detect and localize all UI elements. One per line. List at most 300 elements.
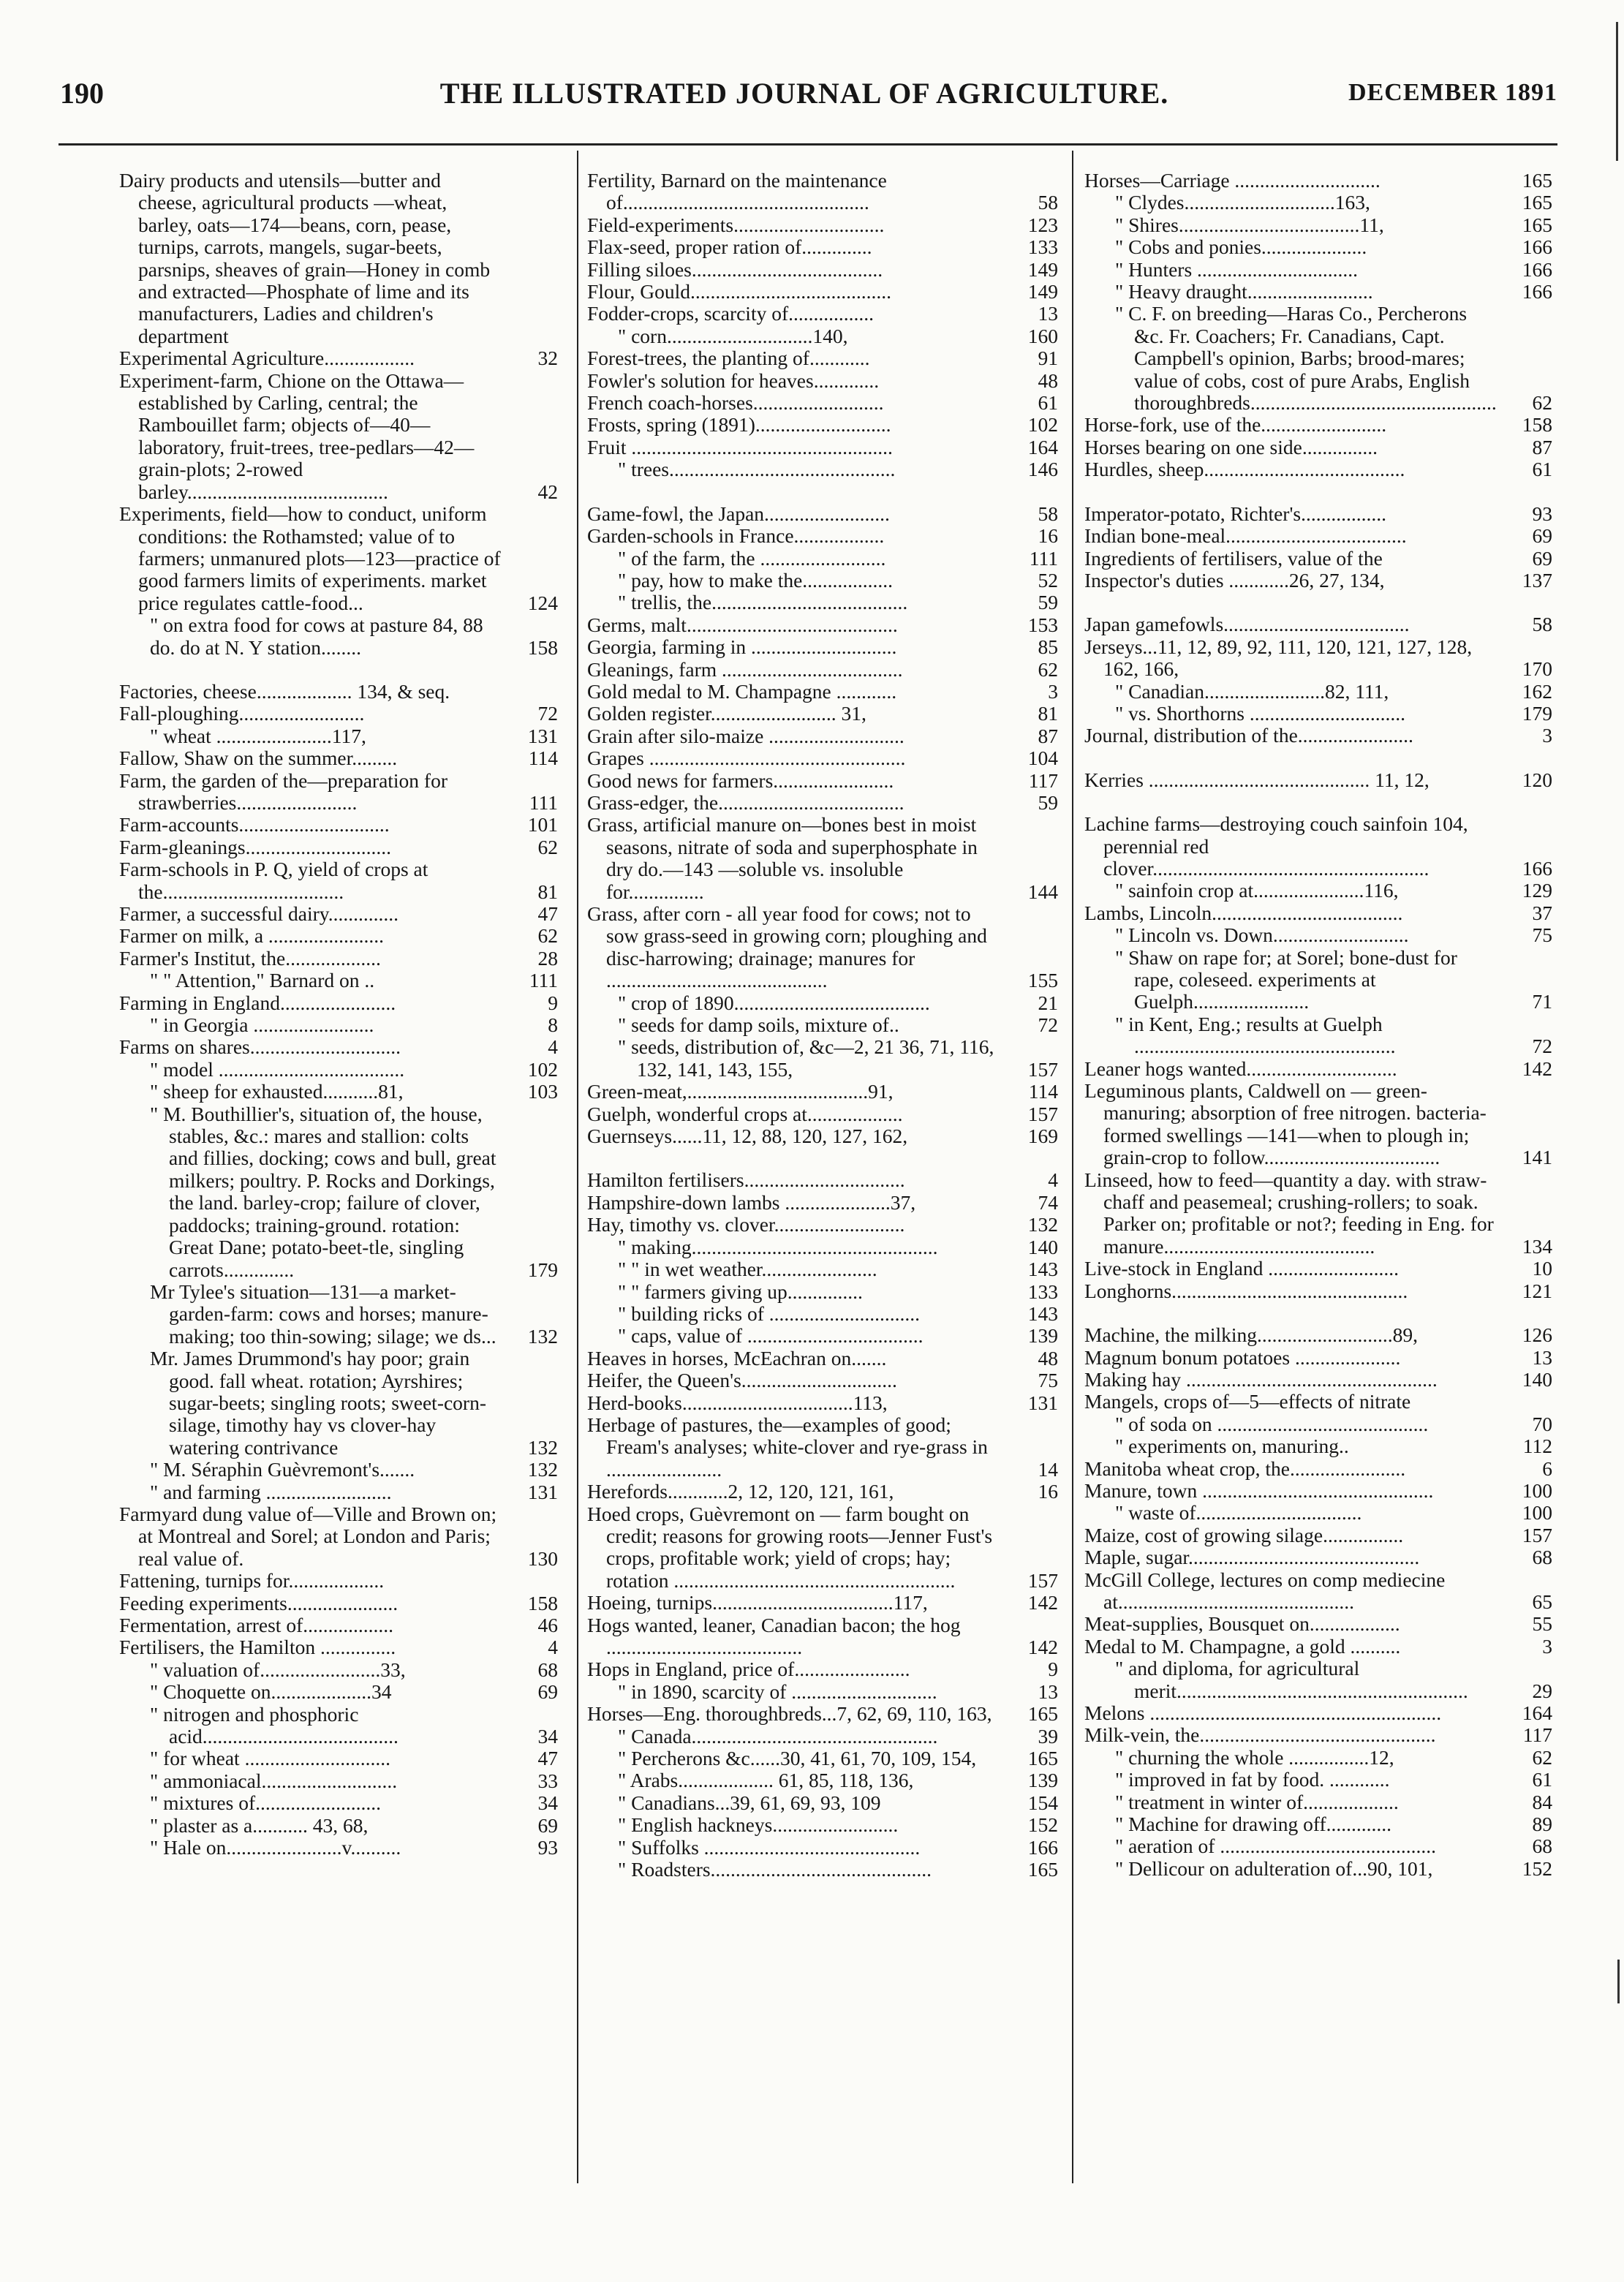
index-entry xyxy=(119,747,558,769)
index-subentry xyxy=(587,1325,1058,1347)
entry-page-ref: 111 xyxy=(529,969,558,992)
entry-page-ref: 4 xyxy=(1048,1168,1058,1192)
index-entry xyxy=(1084,1480,1552,1502)
index-entry xyxy=(587,814,1058,903)
entry-page-ref: 104 xyxy=(1027,747,1058,770)
entry-text: " and diploma, for agricultural merit.......................................................... xyxy=(1115,1657,1468,1702)
index-entry xyxy=(119,1503,558,1570)
index-subentry xyxy=(1084,1791,1552,1813)
index-subentry xyxy=(587,992,1058,1014)
index-entry xyxy=(587,392,1058,414)
index-subentry xyxy=(119,1281,558,1348)
entry-page-ref: 111 xyxy=(529,790,558,814)
entry-page-ref: 123 xyxy=(1027,213,1058,236)
entry-page-ref: 62 xyxy=(537,924,558,948)
index-entry xyxy=(1084,613,1552,635)
entry-text: Farming in England....................... xyxy=(119,991,396,1014)
entry-text: Herd-books..................................113, xyxy=(587,1391,888,1414)
index-entry xyxy=(119,992,558,1014)
entry-page-ref: 132 xyxy=(527,1458,558,1481)
entry-page-ref: 158 xyxy=(1522,413,1552,437)
index-entry xyxy=(1084,813,1552,880)
index-entry xyxy=(587,659,1058,681)
index-subentry xyxy=(1084,681,1552,703)
entry-page-ref: 133 xyxy=(1027,1280,1058,1303)
entry-page-ref: 130 xyxy=(527,1546,558,1570)
entry-page-ref: 143 xyxy=(1027,1258,1058,1281)
index-entry xyxy=(587,414,1058,436)
index-subentry xyxy=(1084,281,1552,303)
index-subentry xyxy=(1084,1835,1552,1857)
entry-text: Farmer on milk, a ....................... xyxy=(119,924,385,948)
entry-page-ref: 158 xyxy=(527,635,558,659)
entry-page-ref: 132 xyxy=(527,1435,558,1459)
entry-page-ref: 157 xyxy=(1027,1057,1058,1081)
entry-text: Linseed, how to feed—quantity a day. with straw-chaff and peasemeal; crushing-rollers; to soak. Parker on; profitable or not?; feeding in Eng. for manure.......................................... xyxy=(1084,1168,1494,1258)
index-entry xyxy=(587,1481,1058,1503)
entry-page-ref: 166 xyxy=(1027,1835,1058,1859)
entry-page-ref: 47 xyxy=(537,902,558,925)
index-subentry xyxy=(119,1459,558,1481)
entry-page-ref: 74 xyxy=(1038,1190,1058,1214)
index-entry xyxy=(1084,1724,1552,1746)
entry-text: Guernseys......11, 12, 88, 120, 127, 162, xyxy=(587,1125,908,1148)
index-subentry xyxy=(587,548,1058,570)
index-column-2 xyxy=(587,170,1058,1881)
entry-text: Live-stock in England .......................... xyxy=(1084,1257,1400,1280)
index-entry xyxy=(587,1103,1058,1125)
entry-page-ref: 29 xyxy=(1532,1679,1552,1702)
entry-text: Dairy products and utensils—butter and cheese, agricultural products —wheat, barley, oats—174—beans, corn, pease, turnips, carrots, mangels, sugar-beets, parsnips, sheaves of grain—Honey in comb and extracted—Phosphate of lime and its manufacturers, Ladies and children's department xyxy=(119,169,491,347)
entry-text: Kerries ............................................ 11, 12, xyxy=(1084,768,1430,791)
index-subentry xyxy=(119,637,558,659)
index-entry xyxy=(587,1392,1058,1414)
header-rule xyxy=(58,143,1557,146)
entry-text: " of the farm, the ......................... xyxy=(618,546,886,570)
entry-page-ref: 120 xyxy=(1522,768,1552,791)
entry-text: Heaves in horses, McEachran on....... xyxy=(587,1346,887,1369)
entry-text: Gleanings, farm .................................... xyxy=(587,657,903,681)
entry-page-ref: 21 xyxy=(1038,991,1058,1014)
entry-text: " corn.............................140, xyxy=(618,324,848,347)
entry-page-ref: 170 xyxy=(1522,657,1552,681)
index-entry xyxy=(587,903,1058,992)
index-entry xyxy=(587,1369,1058,1391)
index-entry xyxy=(587,370,1058,392)
entry-text: Grass, artificial manure on—bones best in moist seasons, nitrate of soda and superphosphate in dry do.—143 —soluble vs. insoluble for............... xyxy=(587,813,978,903)
entry-page-ref: 58 xyxy=(1532,613,1552,636)
index-subentry xyxy=(587,1014,1058,1036)
issue-date: DECEMBER 1891 xyxy=(1348,79,1557,106)
entry-text: " " in wet weather....................... xyxy=(618,1258,877,1281)
entry-text: Fermentation, arrest of.................. xyxy=(119,1614,393,1636)
entry-text: " Cobs and ponies..................... xyxy=(1115,235,1367,259)
entry-text: Hogs wanted, leaner, Canadian bacon; the hog ....................................... xyxy=(587,1613,961,1658)
entry-page-ref: 61 xyxy=(1532,458,1552,481)
entry-text: Good news for farmers........................ xyxy=(587,768,894,792)
scan-mark xyxy=(1616,22,1618,161)
index-entry xyxy=(1084,1280,1552,1302)
entry-page-ref: 103 xyxy=(527,1080,558,1103)
column-rule-2 xyxy=(1072,151,1073,2183)
entry-text: " ammoniacal........................... xyxy=(150,1769,398,1792)
entry-page-ref: 72 xyxy=(537,702,558,725)
entry-text: " English hackneys......................... xyxy=(618,1813,899,1837)
index-entry xyxy=(1084,503,1552,525)
entry-page-ref: 166 xyxy=(1522,235,1552,259)
entry-page-ref: 68 xyxy=(1532,1546,1552,1569)
entry-text: " sainfoin crop at......................116, xyxy=(1115,879,1399,902)
entry-text: Feeding experiments...................... xyxy=(119,1591,399,1614)
index-subentry xyxy=(1084,214,1552,236)
entry-text: Grass-edger, the..................................... xyxy=(587,790,904,814)
index-entry xyxy=(587,1348,1058,1369)
entry-page-ref: 165 xyxy=(1522,169,1552,192)
entry-text: Journal, distribution of the....................... xyxy=(1084,724,1413,747)
index-entry xyxy=(119,370,558,503)
entry-page-ref: 131 xyxy=(1027,1391,1058,1414)
entry-text: " in Kent, Eng.; results at Guelph .................................................... xyxy=(1115,1012,1396,1058)
index-subentry xyxy=(1084,303,1552,414)
index-entry xyxy=(587,792,1058,814)
entry-page-ref: 149 xyxy=(1027,257,1058,281)
index-entry xyxy=(1084,1391,1552,1413)
entry-page-ref: 141 xyxy=(1522,1146,1552,1169)
index-subentry xyxy=(119,1659,558,1681)
entry-text: Hamilton fertilisers................................ xyxy=(587,1168,905,1192)
entry-page-ref: 4 xyxy=(548,1035,558,1059)
entry-page-ref: 32 xyxy=(537,347,558,370)
section-gap xyxy=(119,659,558,681)
index-entry xyxy=(587,1081,1058,1103)
entry-page-ref: 142 xyxy=(1027,1591,1058,1614)
entry-page-ref: 71 xyxy=(1532,990,1552,1013)
entry-text: Manitoba wheat crop, the....................... xyxy=(1084,1457,1406,1480)
entry-text: Fertilisers, the Hamilton ............... xyxy=(119,1636,396,1659)
entry-text: " pay, how to make the.................. xyxy=(618,568,894,592)
entry-text: Mr. James Drummond's hay poor; grain good. fall wheat. rotation; Ayrshires; sugar-beets; singling roots; sweet-corn-silage, timothy hay vs clover-hay watering contrivance xyxy=(150,1347,486,1459)
entry-text: Filling siloes...................................... xyxy=(587,257,883,281)
entry-text: do. do at N. Y station........ xyxy=(150,635,361,659)
index-entry xyxy=(119,703,558,725)
entry-text: Lachine farms—destroying couch sainfoin 104, perennial red clover....................................................... xyxy=(1084,812,1468,880)
entry-page-ref: 117 xyxy=(1522,1723,1552,1747)
entry-page-ref: 102 xyxy=(527,1057,558,1081)
entry-page-ref: 48 xyxy=(1038,1346,1058,1369)
entry-text: Experiment-farm, Chione on the Ottawa—established by Carling, central; the Rambouillet farm; objects of—40—laboratory, fruit-trees, tree-pedlars—42— grain-plots; 2-rowed barley........................................ xyxy=(119,369,475,503)
index-entry xyxy=(587,437,1058,458)
index-subentry xyxy=(587,458,1058,480)
entry-text: " trees............................................. xyxy=(618,458,896,481)
entry-page-ref: 68 xyxy=(1532,1835,1552,1858)
index-entry xyxy=(119,1570,558,1592)
entry-text: " seeds for damp soils, mixture of.. xyxy=(618,1013,899,1037)
entry-text: Fertility, Barnard on the maintenance of................................................. xyxy=(587,169,887,214)
entry-page-ref: 126 xyxy=(1522,1323,1552,1347)
index-subentry xyxy=(119,1059,558,1081)
entry-text: Jerseys...11, 12, 89, 92, 111, 120, 121, 127, 128, 162, 166, xyxy=(1084,635,1473,681)
index-subentry xyxy=(119,1481,558,1503)
entry-text: " making................................................. xyxy=(618,1235,938,1258)
index-entry xyxy=(119,1593,558,1614)
entry-text: Fruit .................................................... xyxy=(587,435,893,458)
page-number: 190 xyxy=(60,77,104,110)
entry-page-ref: 87 xyxy=(1038,724,1058,747)
entry-page-ref: 62 xyxy=(1038,657,1058,681)
entry-page-ref: 152 xyxy=(1027,1813,1058,1837)
index-entry xyxy=(119,770,558,815)
index-subentry xyxy=(587,1748,1058,1769)
entry-page-ref: 62 xyxy=(1532,391,1552,415)
index-entry xyxy=(1084,636,1552,681)
entry-text: " vs. Shorthorns ............................... xyxy=(1115,701,1406,725)
entry-text: Grapes ................................................... xyxy=(587,747,906,770)
index-entry xyxy=(587,170,1058,214)
entry-text: Medal to M. Champagne, a gold .......... xyxy=(1084,1634,1401,1658)
index-entry xyxy=(1084,414,1552,436)
entry-text: " in 1890, scarcity of ............................. xyxy=(618,1680,937,1703)
entry-page-ref: 58 xyxy=(1038,191,1058,214)
index-entry xyxy=(587,614,1058,636)
entry-page-ref: 143 xyxy=(1027,1301,1058,1325)
index-entry xyxy=(119,814,558,836)
entry-page-ref: 111 xyxy=(1029,546,1058,570)
entry-text: Mr Tylee's situation—131—a market-garden-farm: cows and horses; manure-making; too thin-sowing; silage; we ds... xyxy=(150,1280,496,1348)
entry-page-ref: 69 xyxy=(537,1813,558,1837)
entry-text: Farmer, a successful dairy.............. xyxy=(119,902,399,925)
index-entry xyxy=(119,681,558,703)
entry-page-ref: 16 xyxy=(1038,1480,1058,1503)
index-entry xyxy=(587,725,1058,747)
entry-page-ref: 114 xyxy=(528,747,558,770)
index-subentry xyxy=(119,970,558,991)
entry-text: " for wheat ............................. xyxy=(150,1747,390,1770)
entry-text: Manure, town .............................................. xyxy=(1084,1478,1434,1502)
index-entry xyxy=(587,281,1058,303)
entry-page-ref: 3 xyxy=(1542,724,1552,747)
index-subentry xyxy=(587,1303,1058,1325)
entry-text: Frosts, spring (1891)........................... xyxy=(587,413,891,437)
entry-text: Hoeing, turnips....................................117, xyxy=(587,1591,928,1614)
entry-text: " trellis, the....................................... xyxy=(618,591,908,614)
index-entry xyxy=(587,1703,1058,1725)
index-entry xyxy=(587,1614,1058,1659)
entry-text: Grain after silo-maize ........................... xyxy=(587,724,904,747)
entry-page-ref: 142 xyxy=(1027,1636,1058,1658)
entry-text: Gold medal to M. Champagne ............ xyxy=(587,679,897,703)
section-gap xyxy=(1084,747,1552,769)
entry-page-ref: 62 xyxy=(537,835,558,858)
entry-page-ref: 166 xyxy=(1522,280,1552,303)
entry-text: Machine, the milking...........................89, xyxy=(1084,1323,1418,1347)
index-entry xyxy=(1084,1546,1552,1568)
section-gap xyxy=(1084,1302,1552,1324)
index-entry xyxy=(587,214,1058,236)
entry-text: Hay, timothy vs. clover.......................... xyxy=(587,1213,905,1236)
entry-text: " " Attention," Barnard on .. xyxy=(150,969,375,992)
entry-page-ref: 69 xyxy=(1532,546,1552,570)
section-gap xyxy=(1084,592,1552,613)
entry-text: McGill College, lectures on comp mediecine at............................................... xyxy=(1084,1568,1446,1613)
entry-text: Magnum bonum potatoes ..................... xyxy=(1084,1345,1401,1369)
entry-page-ref: 149 xyxy=(1027,280,1058,303)
entry-text: " seeds, distribution of, &c—2, 21 36, 71, 116, 132, 141, 143, 155, xyxy=(618,1035,994,1081)
entry-text: Fallow, Shaw on the summer......... xyxy=(119,747,398,770)
entry-page-ref: 93 xyxy=(537,1836,558,1859)
index-entry xyxy=(1084,1258,1552,1280)
index-subentry xyxy=(1084,703,1552,725)
entry-page-ref: 146 xyxy=(1027,458,1058,481)
entry-text: Maize, cost of growing silage................ xyxy=(1084,1523,1404,1546)
index-subentry xyxy=(1084,1658,1552,1702)
index-entry xyxy=(1084,1458,1552,1480)
entry-text: " and farming ......................... xyxy=(150,1480,392,1503)
entry-page-ref: 124 xyxy=(527,591,558,614)
index-subentry xyxy=(119,1081,558,1103)
entry-page-ref: 14 xyxy=(1038,1457,1058,1481)
entry-page-ref: 133 xyxy=(1027,235,1058,259)
entry-page-ref: 61 xyxy=(1532,1768,1552,1791)
entry-text: Making hay .................................................. xyxy=(1084,1367,1438,1391)
index-entry xyxy=(1084,525,1552,547)
entry-page-ref: 139 xyxy=(1027,1769,1058,1792)
entry-page-ref: 179 xyxy=(1522,701,1552,725)
entry-page-ref: 47 xyxy=(537,1747,558,1770)
entry-text: " Heavy draught......................... xyxy=(1115,280,1373,303)
entry-text: Horses—Eng. thoroughbreds...7, 62, 69, 110, 163, xyxy=(587,1702,992,1726)
entry-text: " Hunters ................................ xyxy=(1115,257,1359,281)
entry-text: " mixtures of......................... xyxy=(150,1791,381,1815)
index-entry xyxy=(1084,1525,1552,1546)
index-entry xyxy=(1084,437,1552,458)
entry-page-ref: 102 xyxy=(1027,413,1058,437)
entry-page-ref: 139 xyxy=(1027,1324,1058,1348)
entry-page-ref: 34 xyxy=(537,1791,558,1815)
index-entry xyxy=(1084,902,1552,924)
entry-text: Inspector's duties ............26, 27, 134, xyxy=(1084,568,1385,592)
entry-text: " wheat .......................117, xyxy=(150,724,366,747)
entry-page-ref: 75 xyxy=(1038,1369,1058,1392)
entry-text: Hoed crops, Guèvremont on — farm bought on credit; reasons for growing roots—Jenner Fust's crops, profitable work; yield of crops; hay; rotation ........................................................ xyxy=(587,1502,993,1592)
index-entry xyxy=(1084,1058,1552,1080)
entry-page-ref: 42 xyxy=(537,480,558,503)
index-subentry xyxy=(119,1704,558,1748)
entry-page-ref: 59 xyxy=(1038,591,1058,614)
page-header xyxy=(51,70,1557,114)
entry-text: " M. Bouthillier's, situation of, the house, stables, &c.: mares and stallion: colts and fillies, docking; cows and bull, great milkers; poultry. P. Rocks and Dorkings, the land. barley-crop; failure of clover, paddocks; training-ground. rotation: Great Dane; potato-beet-tle, singling carrots.............. xyxy=(150,1102,496,1281)
entry-page-ref: 155 xyxy=(1027,969,1058,992)
index-subentry xyxy=(119,1792,558,1814)
index-subentry xyxy=(1084,1413,1552,1435)
entry-text: Green-meat,....................................91, xyxy=(587,1080,894,1103)
index-entry xyxy=(1084,458,1552,480)
entry-text: " Canadians...39, 61, 69, 93, 109 xyxy=(618,1791,881,1814)
entry-page-ref: 160 xyxy=(1027,324,1058,347)
index-entry xyxy=(587,525,1058,547)
entry-page-ref: 132 xyxy=(1027,1213,1058,1236)
entry-page-ref: 166 xyxy=(1522,856,1552,880)
section-gap xyxy=(587,481,1058,503)
entry-page-ref: 114 xyxy=(1028,1080,1058,1103)
index-subentry xyxy=(119,1014,558,1036)
entry-text: Mangels, crops of—5—effects of nitrate xyxy=(1084,1390,1411,1413)
index-entry xyxy=(587,1414,1058,1481)
index-entry xyxy=(1084,1569,1552,1614)
scan-mark xyxy=(1617,1960,1620,2003)
index-entry xyxy=(119,170,558,347)
index-entry xyxy=(1084,769,1552,791)
entry-text: Field-experiments.............................. xyxy=(587,213,885,236)
index-subentry xyxy=(587,1236,1058,1258)
entry-text: Forest-trees, the planting of............ xyxy=(587,347,870,370)
index-entry xyxy=(1084,1347,1552,1369)
entry-page-ref: 3 xyxy=(1048,679,1058,703)
entry-page-ref: 87 xyxy=(1532,435,1552,458)
entry-text: Farm, the garden of the—preparation for strawberries........................ xyxy=(119,768,447,814)
entry-text: Ingredients of fertilisers, value of the xyxy=(1084,546,1383,570)
entry-text: Herefords............2, 12, 120, 121, 161, xyxy=(587,1480,894,1503)
index-subentry xyxy=(587,1681,1058,1703)
entry-text: " Shaw on rape for; at Sorel; bone-dust for rape, coleseed. experiments at Guelph....................... xyxy=(1115,945,1457,1013)
entry-page-ref: 55 xyxy=(1532,1612,1552,1636)
entry-text: " Percherons &c......30, 41, 61, 70, 109, 154, xyxy=(618,1747,977,1770)
entry-text: Fattening, turnips for................... xyxy=(119,1569,385,1593)
index-entry xyxy=(587,347,1058,369)
index-entry xyxy=(587,1592,1058,1614)
index-entry xyxy=(119,925,558,947)
entry-text: Meat-supplies, Bousquet on.................. xyxy=(1084,1612,1400,1636)
entry-page-ref: 8 xyxy=(548,1013,558,1037)
entry-page-ref: 59 xyxy=(1038,790,1058,814)
index-subentry xyxy=(587,325,1058,347)
entry-page-ref: 131 xyxy=(527,724,558,747)
index-entry xyxy=(1084,548,1552,570)
entry-page-ref: 165 xyxy=(1522,191,1552,214)
entry-page-ref: 166 xyxy=(1522,257,1552,281)
index-entry xyxy=(119,503,558,614)
index-column-1 xyxy=(119,170,558,1859)
index-subentry xyxy=(1084,924,1552,946)
entry-page-ref: 85 xyxy=(1038,635,1058,659)
entry-text: " Roadsters............................................ xyxy=(618,1858,932,1881)
index-entry xyxy=(587,1169,1058,1191)
index-subentry xyxy=(1084,1502,1552,1524)
entry-text: Germs, malt.......................................... xyxy=(587,613,898,636)
entry-text: " C. F. on breeding—Haras Co., Percherons &c. Fr. Coachers; Fr. Canadians, Capt. Campbell's opinion, Barbs; brood-mares; value of cobs, cost of pure Arabs, English thoroughbreds................................................. xyxy=(1115,302,1497,415)
entry-text: Farm-gleanings............................. xyxy=(119,835,391,858)
entry-text: Fodder-crops, scarcity of................. xyxy=(587,302,874,325)
entry-text: " " farmers giving up............... xyxy=(618,1280,863,1303)
entry-page-ref: 157 xyxy=(1522,1523,1552,1546)
entry-text: Lambs, Lincoln...................................... xyxy=(1084,901,1403,924)
entry-page-ref: 153 xyxy=(1027,613,1058,636)
entry-text: Hurdles, sheep........................................ xyxy=(1084,458,1405,481)
section-gap xyxy=(587,1147,1058,1169)
index-subentry xyxy=(1084,1858,1552,1880)
index-entry xyxy=(1084,1080,1552,1169)
entry-text: " waste of................................. xyxy=(1115,1501,1362,1525)
index-entry xyxy=(119,1636,558,1658)
index-entry xyxy=(587,236,1058,258)
entry-text: " aeration of ........................................... xyxy=(1115,1835,1436,1858)
entry-page-ref: 28 xyxy=(537,946,558,970)
index-subentry xyxy=(1084,880,1552,902)
entry-page-ref: 134 xyxy=(1522,1234,1552,1258)
index-entry xyxy=(1084,1369,1552,1391)
index-entry xyxy=(587,747,1058,769)
index-subentry xyxy=(587,1281,1058,1303)
entry-text: Golden register......................... 31, xyxy=(587,702,866,725)
